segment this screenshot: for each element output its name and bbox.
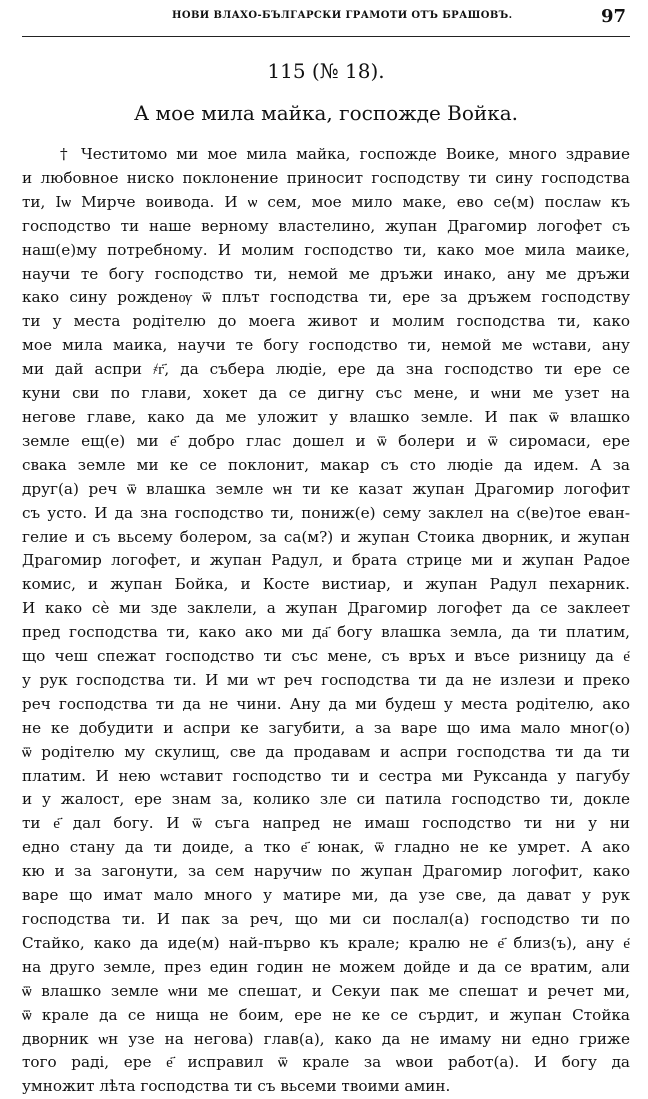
- text-line: умножит лѣта господства ти съ вьсеми твоими амин.: [22, 1077, 451, 1096]
- text-line: того раді, ере е҃ исправил ѿ крале за ѡвои работ(а). И богу да: [22, 1053, 630, 1072]
- text-line: платим. И нею ѡставит господство ти и сестра ми Руксанда у пагубу: [22, 766, 630, 785]
- text-line: Драгомир логофет, и жупан Радул, и брата стрице ми и жупан Радое: [22, 551, 630, 570]
- page-number: 97: [600, 6, 626, 27]
- text-line: господства ти. И пак за реч, що ми си послал(а) господство ти по: [22, 910, 630, 928]
- text-line: ти, Іѡ Мирче воивода. И ѡ сем, мое мило маке, ево се(м) послаѡ къ: [22, 192, 630, 211]
- document-number: 115 (№ 18).: [267, 59, 385, 83]
- text-line: ти у места родітелю до моега живот и молим господства ти, како: [22, 312, 630, 331]
- text-line: ѿ влашко земле ѡни ме спешат, и Секуи пак ме спешат и речет ми,: [22, 981, 630, 1000]
- text-line: не ке добудити и аспри ке загубити, а за варе що има мало мног(о): [22, 718, 630, 737]
- running-title: НОВИ ВЛАХО-БЪЛГАРСКИ ГРАМОТИ ОТЪ БРАШОВЪ.: [172, 10, 513, 21]
- text-line: на друго земле, през един годин не можем дойде и да се вратим, али: [22, 957, 630, 976]
- text-line: земле ещ(е) ми е҃ добро глас дошел и ѿ болери и ѿ сиромаси, ере: [22, 431, 630, 450]
- text-line: Стайко, како да иде(м) най-първо къ крале; кралю не е҃ близ(ъ), ану е҃: [22, 933, 630, 952]
- text-line: у рук господства ти. И ми ѡт реч господства ти да не излези и преко: [22, 670, 630, 689]
- text-line: варе що имат мало много у матире ми, да узе све, да дават у рук: [22, 886, 630, 905]
- text-line: и любовное ниско поклонение приносит господству ти сину господства: [22, 168, 630, 187]
- text-line: кю и за загонути, за сем наручиѡ по жупан Драгомир логофит, како: [22, 862, 630, 881]
- text-line: реч господства ти да не чини. Ану да ми будеш у места родітелю, ако: [22, 694, 630, 713]
- running-head: [22, 8, 630, 37]
- text-line: пред господства ти, како ако ми да҃ богу влашка земла, да ти платим,: [22, 623, 630, 642]
- text-line: негове главе, како да ме уложит у влашко земле. И пак ѿ влашко: [22, 407, 630, 426]
- document-address: А мое мила майка, госпожде Войка.: [134, 101, 518, 125]
- text-line: ѿ крале да се нища не боим, ере не ке се сърдит, и жупан Стойка: [22, 1005, 630, 1024]
- document-body: [22, 143, 630, 1099]
- text-line: гелие и съ вьсему болером, за са(м?) и жупан Стоика дворник, и жупан: [22, 527, 630, 546]
- text-line: съ усто. И да зна господство ти, пониж(е) сему заклел на с(ве)тое еван-: [22, 503, 630, 522]
- text-line: научи те богу господство ти, немой ме дръжи инако, ану ме дръжи: [22, 264, 630, 283]
- text-line: И како сѐ ми зде заклели, а жупан Драгомир логофет да се заклеет: [22, 599, 630, 618]
- text-line: дворник ѡн узе на негова) глав(а), како да не имаму ни едно грижe: [22, 1029, 630, 1048]
- text-line: ѿ родітелю му скулищ, све да продавам и аспри господства ти да ти: [22, 742, 630, 761]
- text-line: що чеш спежат господство ти със мене, съ връх и въсе ризницу да е҃: [22, 647, 630, 666]
- text-line: куни сви по глави, хокет да се дигну със мене, и ѡни ме узет на: [22, 384, 630, 403]
- text-line: свака земле ми ке се поклонит, макар съ сто людіе да идем. А за: [22, 455, 630, 474]
- text-line: ти е҃ дал богу. И ѿ съга напред не имаш господство ти ни у ни: [22, 814, 630, 833]
- text-line: мое мила маика, научи те богу господство ти, немой ме ѡстави, ану: [22, 336, 630, 355]
- text-line: како сину рожденѹ ѿ плът господства ти, ере за дръжем господству: [22, 288, 630, 307]
- text-line: господство ти наше верному властелино, жупан Драгомир логофет съ: [22, 216, 630, 235]
- text-line: ми дай аспри ҂г҃, да събера людіе, ере да зна господство ти ере се: [22, 360, 630, 379]
- text-line: † Честитомо ми мое мила майка, госпожде Воике, много здравие: [60, 145, 630, 163]
- text-line: друг(а) реч ѿ влашка земле ѡн ти ке казат жупан Драгомир логофит: [22, 479, 630, 498]
- text-line: едно стану да ти доиде, а тко е҃ юнак, ѿ гладно не ке умрет. А ако: [22, 838, 630, 857]
- text-line: наш(е)му потребному. И молим господство ти, како мое мила маике,: [22, 240, 630, 259]
- text-line: и у жалост, ере знам за, колико зле си патила господство ти, докле: [22, 790, 630, 809]
- text-line: комис, и жупан Бойка, и Косте вистиар, и жупан Радул пехарник.: [22, 575, 630, 594]
